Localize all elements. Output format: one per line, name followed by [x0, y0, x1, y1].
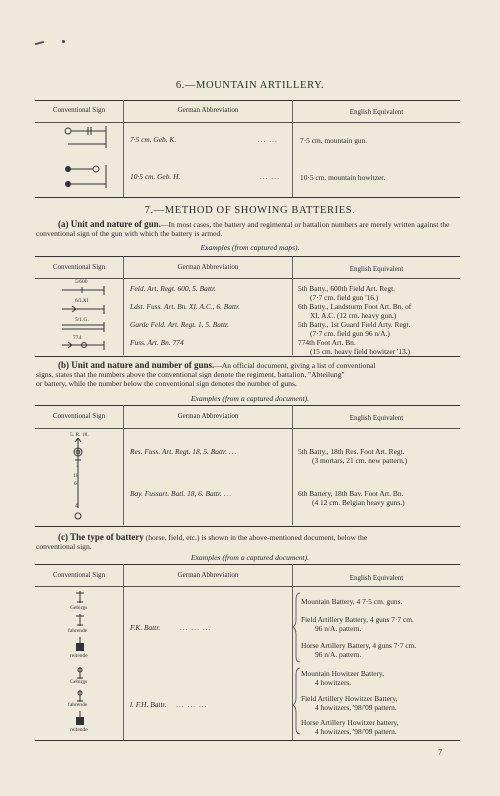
col-header-english: English Equivalent — [349, 574, 404, 582]
sec7a-row1-abbr: Feld. Art. Regt. 600, 5. Battr. — [130, 284, 216, 293]
sec7c-abbr-2: l. F.H. Battr. ... ... ... — [130, 700, 208, 709]
sec7b-row2-abbr: Bay. Fussart. Batl. 18, 6. Battr. ... — [130, 489, 233, 498]
field-gun-sign — [62, 285, 112, 297]
sign-label: Gebirgs — [70, 679, 88, 685]
sec7c-eng-2: Field Artillery Battery, 4 guns 7·7 cm. 96 n/A. pattern. — [301, 615, 414, 633]
sign-label: 5. R. 18. — [70, 432, 89, 438]
mortar-signs — [70, 438, 90, 523]
sec7a-row4-eng: 774th Foot Art. Bn. (15 cm. heavy field howitzer '13.) — [298, 338, 411, 356]
sec7a-row2-eng: 6th Batty., Landsturm Foot Art. Bn. of XI. A.C. (12 cm. heavy gun.) — [298, 302, 412, 320]
col-header-english: English Equivalent — [349, 108, 404, 116]
sign-label: 4 — [75, 503, 78, 509]
sec7c-eng-4: Mountain Howitzer Battery, 4 howitzers. — [301, 669, 385, 687]
sec7c-eng-1: Mountain Battery, 4 7·5 cm. guns. — [301, 597, 403, 606]
section-7-title: 7.—METHOD OF SHOWING BATTERIES. — [144, 205, 356, 216]
col-header-german: German Abbreviation — [177, 263, 239, 271]
howitzer-sign — [62, 340, 112, 352]
col-header-german: German Abbreviation — [177, 571, 239, 579]
sign-label: 774 — [73, 335, 82, 341]
sign-label: fahrende — [68, 628, 88, 634]
heavy-gun-sign — [62, 304, 112, 316]
sec7c-eng-5: Field Artillery Howitzer Battery, 4 howitzers, '98/'09 pattern. — [301, 694, 398, 712]
paragraph-a: (a) Unit and nature of gun.—In most cases, the battery and regimental or battalion numbers are merely written against the conventional sign of the gun with which the battery is armed. — [36, 219, 450, 238]
sec7c-eng-6: Horse Artillery Howitzer battery, 4 howitzers, '98/'09 pattern. — [301, 718, 399, 736]
brace — [293, 590, 303, 736]
col-header-german: German Abbreviation — [177, 412, 239, 420]
caption-a: Examples (from captured maps). — [200, 243, 300, 252]
sec6-row1-abbr: 7·5 cm. Geb. K. ... ... — [130, 135, 278, 144]
mountain-artillery-signs — [58, 122, 120, 197]
sec7b-row1-abbr: Res. Fuss. Art. Regt. 18, 5. Battr. ... — [130, 447, 238, 456]
paragraph-c: (c) The type of battery (horse, field, etc.) is shown in the above-mentioned document, below the conventional sign. — [36, 532, 368, 551]
sign-label: reitende — [70, 727, 88, 733]
page-number: 7 — [438, 748, 442, 757]
sign-label: 5/1.G. — [75, 317, 89, 323]
col-header-sign: Conventional Sign — [52, 412, 106, 420]
sec7c-eng-3: Horse Artillery Battery, 4 guns 7·7 cm. 96 n/A. pattern. — [301, 641, 417, 659]
paragraph-b: (b) Unit and nature and number of guns.—An official document, giving a list of conventional signs, states that the numbers above the conventional sign denote the regiment, battalion, "Abteilung" or battery, while the number below the conventional sign denotes the number of guns. — [36, 360, 376, 388]
caption-b: Examples (from a captured document). — [190, 394, 310, 403]
col-header-sign: Conventional Sign — [52, 571, 106, 579]
caption-c: Examples (from a captured document). — [190, 553, 310, 562]
sec7a-row4-abbr: Fuss. Art. Bn. 774 — [130, 338, 184, 347]
sign-label: 18 — [73, 473, 79, 479]
sign-label: fahrende — [68, 702, 88, 708]
sign-label: 6/LXI — [75, 298, 89, 304]
section-6-title: 6.—MOUNTAIN ARTILLERY. — [175, 80, 325, 91]
sec6-row2-abbr: 10·5 cm. Geb. H. ... ... — [130, 172, 281, 181]
sign-label: 3 — [76, 463, 79, 469]
sec7b-row1-eng: 5th Batty., 18th Res. Foot Art. Regt. (3 mortars, 21 cm. new pattern.) — [298, 447, 408, 465]
ink-speck — [62, 40, 65, 43]
sign-label: Gebirgs — [70, 605, 88, 611]
sec7a-row1-eng: 5th Batty., 600th Field Art. Regt. (7·7 cm. field gun '16.) — [298, 284, 396, 302]
col-header-english: English Equivalent — [349, 414, 404, 422]
sec7c-abbr-1: F.K. Battr. ... ... ... — [130, 623, 212, 632]
ink-speck — [35, 41, 44, 45]
col-header-german: German Abbreviation — [177, 106, 239, 114]
sign-label: 6 — [74, 481, 77, 487]
sign-label: reitende — [70, 653, 88, 659]
sec7a-row2-abbr: Ldst. Fuss. Art. Bn. XI. A.C., 6. Battr. — [130, 302, 240, 311]
sec7a-row3-abbr: Garde Feld. Art. Regt. 1, 5. Battr. — [130, 320, 229, 329]
sec7b-row2-eng: 6th Battery, 18th Bav. Foot Art. Bn. (4 12 cm. Belgian heavy guns.) — [298, 489, 405, 507]
field-gun-sign — [62, 322, 112, 334]
col-header-sign: Conventional Sign — [52, 106, 106, 114]
sec6-row2-eng: 10·5 cm. mountain howitzer. — [300, 173, 386, 182]
col-header-sign: Conventional Sign — [52, 263, 106, 271]
sec7a-row3-eng: 5th Batty., 1st Guard Field Arty. Regt. (7·7 cm. field gun 96 n/A.) — [298, 320, 411, 338]
col-header-english: English Equivalent — [349, 265, 404, 273]
sec6-row1-eng: 7·5 cm. mountain gun. — [300, 136, 368, 145]
sign-label: 5/600 — [75, 279, 88, 285]
